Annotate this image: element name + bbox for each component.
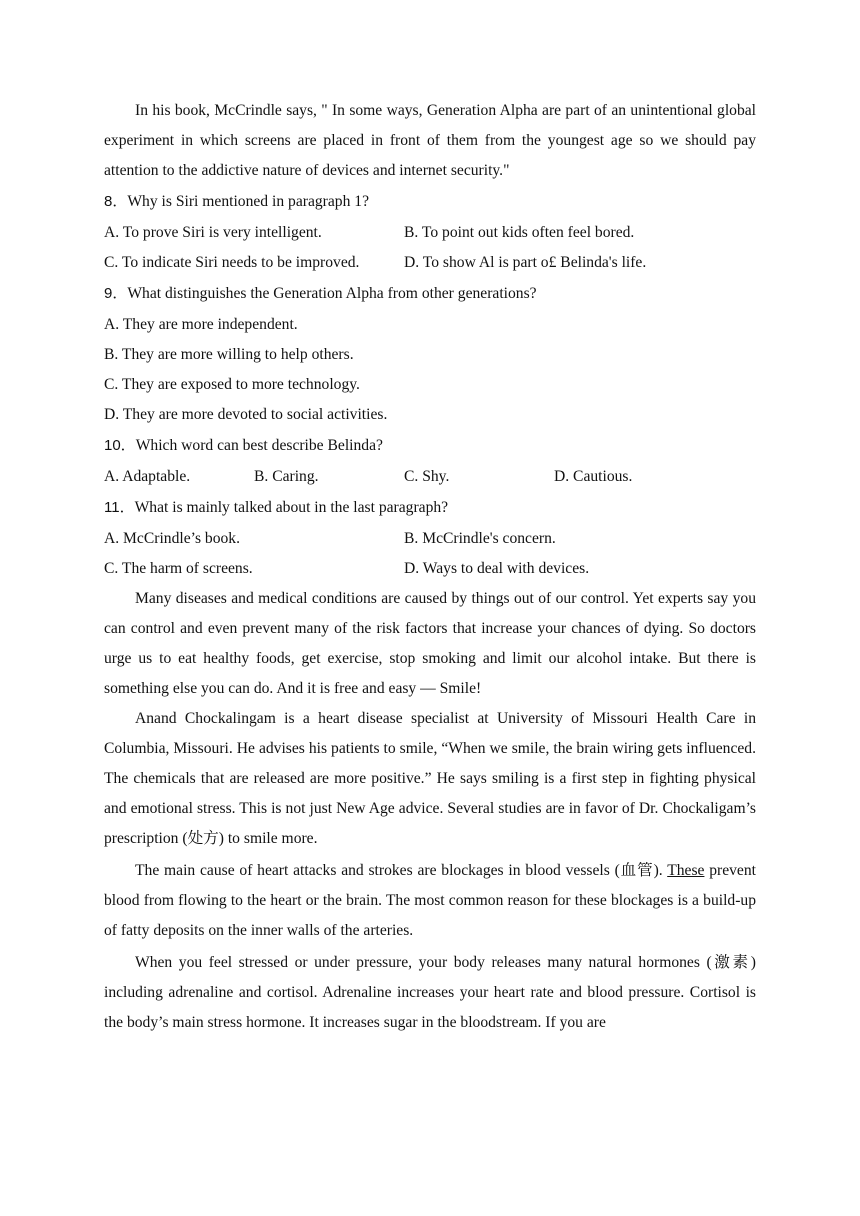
option-d[interactable]: D. They are more devoted to social activities. <box>104 406 388 423</box>
option-c[interactable]: C. The harm of screens. <box>104 560 253 577</box>
question-text: What distinguishes the Generation Alpha from other generations? <box>127 285 537 302</box>
question-text: Why is Siri mentioned in paragraph 1? <box>127 193 369 210</box>
option-d[interactable]: D. To show Al is part o£ Belinda's life. <box>404 254 647 271</box>
question-number: 8． <box>104 193 128 210</box>
question-number: 11． <box>104 499 135 516</box>
option-c[interactable]: C. To indicate Siri needs to be improved. <box>104 254 360 271</box>
passage-paragraph: Many diseases and medical conditions are caused by things out of our control. Yet experts say you can control and even prevent many of the risk factors that increase your chances of dying. So doctors urge us to eat healthy foods, get exercise, stop smoking and limit our alcohol intake. But there is something else you can do. And it is free and easy — Smile! <box>104 590 756 697</box>
passage-paragraph: Anand Chockalingam is a heart disease specialist at University of Missouri Health Care in Columbia, Missouri. He advises his patients to smile, “When we smile, the brain wiring gets influenced. The chemicals that are released are more positive.” He says smiling is a first step in fighting physical and emotional stress. This is not just New Age advice. Several studies are in favor of Dr. Chockaligam’s prescription (处方) to smile more. <box>104 710 756 847</box>
question-number: 10． <box>104 437 136 454</box>
option-row <box>104 524 756 554</box>
question-stem <box>104 430 756 462</box>
passage-paragraph: In his book, McCrindle says, " In some ways, Generation Alpha are part of an unintentional global experiment in which screens are placed in front of them from the youngest age so we should pay attention to the addictive nature of devices and internet security." <box>104 102 756 179</box>
passage-paragraph: When you feel stressed or under pressure, your body releases many natural hormones (激素) including adrenaline and cortisol. Adrenaline increases your heart rate and blood pressure. Cortisol is the body’s main stress hormone. It increases sugar in the bloodstream. If you are <box>104 954 756 1031</box>
question-stem <box>104 278 756 310</box>
paragraph-text: The main cause of heart attacks and strokes are blockages in blood vessels (血管). <box>135 862 668 879</box>
document-page <box>104 96 756 1038</box>
question-8 <box>104 186 756 278</box>
option-row <box>104 248 756 278</box>
question-9 <box>104 278 756 430</box>
option-b[interactable]: B. McCrindle's concern. <box>404 530 556 547</box>
option-d[interactable]: D. Cautious. <box>554 468 633 485</box>
question-stem <box>104 186 756 218</box>
option-c[interactable]: C. Shy. <box>404 468 450 485</box>
question-text: Which word can best describe Belinda? <box>135 437 383 454</box>
option-a[interactable]: A. To prove Siri is very intelligent. <box>104 224 322 241</box>
question-text: What is mainly talked about in the last paragraph? <box>134 499 449 516</box>
question-10 <box>104 430 756 492</box>
paragraph-text: prevent blood from flowing to the heart or the brain. The most common reason for these blockages is a build-up of fatty deposits on the inner walls of the arteries. <box>104 862 756 939</box>
option-a[interactable]: A. Adaptable. <box>104 468 191 485</box>
passage-paragraph <box>104 856 756 946</box>
option-d[interactable]: D. Ways to deal with devices. <box>404 560 590 577</box>
question-number: 9． <box>104 285 128 302</box>
option-b[interactable]: B. They are more willing to help others. <box>104 346 354 363</box>
option-b[interactable]: B. Caring. <box>254 468 319 485</box>
question-stem <box>104 492 756 524</box>
option-row <box>104 218 756 248</box>
option-a[interactable]: A. McCrindle’s book. <box>104 530 241 547</box>
option-b[interactable]: B. To point out kids often feel bored. <box>404 224 635 241</box>
option-row <box>104 554 756 584</box>
option-c[interactable]: C. They are exposed to more technology. <box>104 376 360 393</box>
question-11 <box>104 492 756 584</box>
option-a[interactable]: A. They are more independent. <box>104 316 298 333</box>
underlined-word: These <box>667 862 705 879</box>
option-row <box>104 462 756 492</box>
